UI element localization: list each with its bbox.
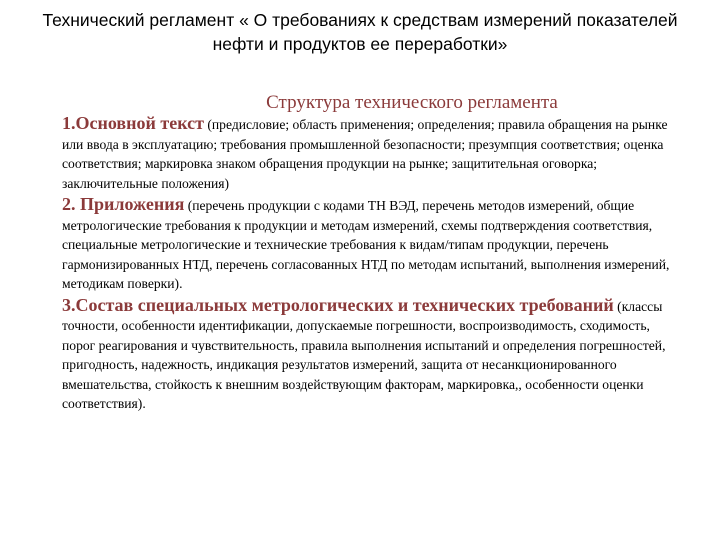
section-heading: 1.Основной текст (62, 113, 204, 133)
section-body: (перечень продукции с кодами ТН ВЭД, перечень методов измерений, общие метрологические требования к продукции и методам измерений, схемы подтверждения соответствия, специальные метрологические и технические требования к видам/типам продукции, перечень гармонизированных НТД, перечень согласованных НТД по методам испытаний, выполнения измерений, методикам поверки). (62, 198, 670, 291)
section-special-requirements (62, 296, 682, 414)
section-heading: 3.Состав специальных метрологических и технических требований (62, 294, 614, 315)
section-body: (предисловие; область применения; определения; правила обращения на рынке или ввода в эксплуатацию; требования промышленной безопасности; презумпция соответствия; оценка соответствия; маркировка знаком обращения продукции на рынке; защитительная оговорка; заключительные положения) (62, 117, 668, 191)
section-appendices (62, 195, 682, 294)
slide-title: Технический регламент « О требованиях к средствам измерений показателей нефти и продуктов ее переработки» (42, 10, 678, 54)
slide-content (62, 92, 682, 414)
structure-subtitle: Структура технического регламента (266, 92, 558, 113)
section-body: (классы точности, особенности идентификации, допускаемые погрешности, воспроизводимость, сходимость, порог реагирования и чувствительность, правила выполнения испытаний и определения погрешностей, пригодность, надежность, индикация результатов измерений, защита от несанкционированного вмешательства, стойкость к внешним воздействующим факторам, маркировка,, особенности оценки соответствия). (62, 298, 666, 411)
section-heading: 2. Приложения (62, 194, 185, 214)
section-main-text (62, 114, 682, 193)
